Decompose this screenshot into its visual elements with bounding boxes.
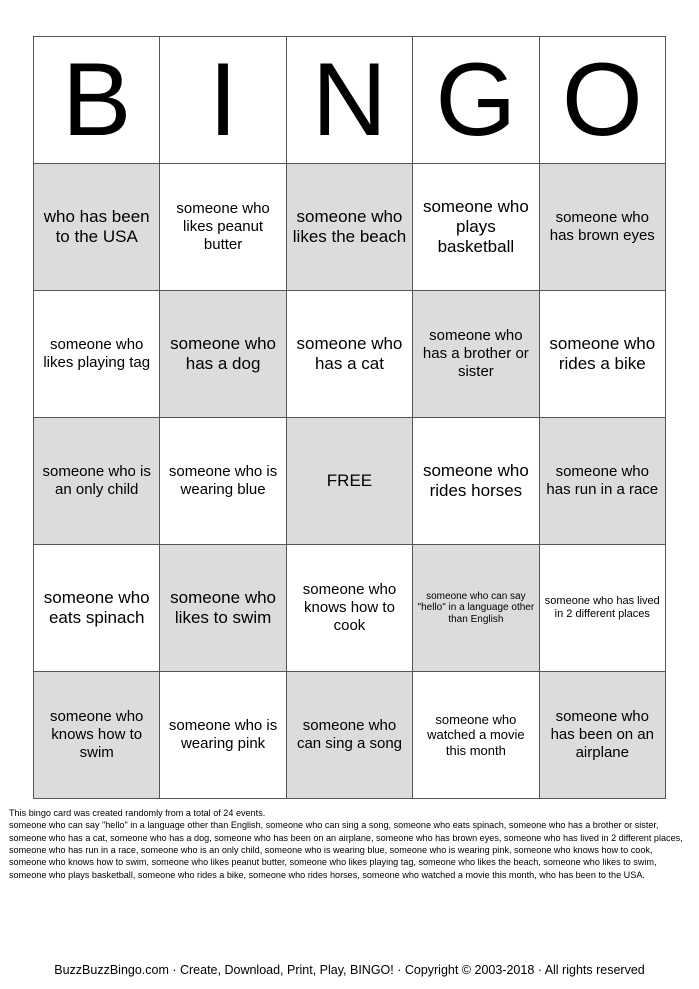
bingo-cell: someone who watched a movie this month [413, 672, 539, 799]
bingo-cell: someone who likes to swim [160, 545, 286, 672]
bingo-cell: someone who can sing a song [286, 672, 412, 799]
card-row [34, 672, 666, 799]
bingo-cell: someone who can say "hello" in a language other than English [413, 545, 539, 672]
footer-text: BuzzBuzzBingo.com · Create, Download, Print, Play, BINGO! · Copyright © 2003-2018 · All rights reserved [54, 963, 645, 977]
bingo-cell: someone who plays basketball [413, 164, 539, 291]
bingo-cell: someone who likes peanut butter [160, 164, 286, 291]
bingo-cell: someone who is wearing pink [160, 672, 286, 799]
bingo-cell: someone who knows how to swim [34, 672, 160, 799]
header-letter: O [539, 37, 665, 164]
bingo-cell: someone who has brown eyes [539, 164, 665, 291]
bingo-cell: someone who likes the beach [286, 164, 412, 291]
bingo-cell: someone who has a brother or sister [413, 291, 539, 418]
bingo-cell: someone who has a cat [286, 291, 412, 418]
event-list: someone who can say "hello" in a language other than English, someone who can sing a song, someone who eats spinach, someone who has a brother or sister, someone who has a cat, someone who has a dog, someone who has been on an airplane, someone who has brown eyes, someone who has lived in 2 different places, someone who has run in a race, someone who is an only child, someone who is wearing blue, someone who is wearing pink, someone who knows how to cook, someone who knows how to swim, someone who likes peanut butter, someone who likes playing tag, someone who likes the beach, someone who likes to swim, someone who plays basketball, someone who rides a bike, someone who rides horses, someone who watched a movie this month, who has been to the USA. [9, 820, 683, 880]
card-row [34, 545, 666, 672]
created-note: This bingo card was created randomly from a total of 24 events. [9, 808, 266, 818]
card-row [34, 291, 666, 418]
bingo-cell: someone who is wearing blue [160, 418, 286, 545]
bingo-cell: who has been to the USA [34, 164, 160, 291]
header-letter: N [286, 37, 412, 164]
bingo-cell: someone who knows how to cook [286, 545, 412, 672]
bingo-cell: someone who rides a bike [539, 291, 665, 418]
card-info [9, 807, 691, 881]
header-letter: G [413, 37, 539, 164]
card-row [34, 164, 666, 291]
free-space-cell: FREE [286, 418, 412, 545]
bingo-cell: someone who eats spinach [34, 545, 160, 672]
bingo-cell: someone who has been on an airplane [539, 672, 665, 799]
bingo-cell: someone who likes playing tag [34, 291, 160, 418]
bingo-cell: someone who is an only child [34, 418, 160, 545]
card-body [34, 164, 666, 799]
header-letter: I [160, 37, 286, 164]
header-letter: B [34, 37, 160, 164]
bingo-cell: someone who rides horses [413, 418, 539, 545]
bingo-card [33, 36, 666, 799]
bingo-cell: someone who has a dog [160, 291, 286, 418]
bingo-cell: someone who has run in a race [539, 418, 665, 545]
bingo-cell: someone who has lived in 2 different places [539, 545, 665, 672]
card-row [34, 418, 666, 545]
header-row [34, 37, 666, 164]
